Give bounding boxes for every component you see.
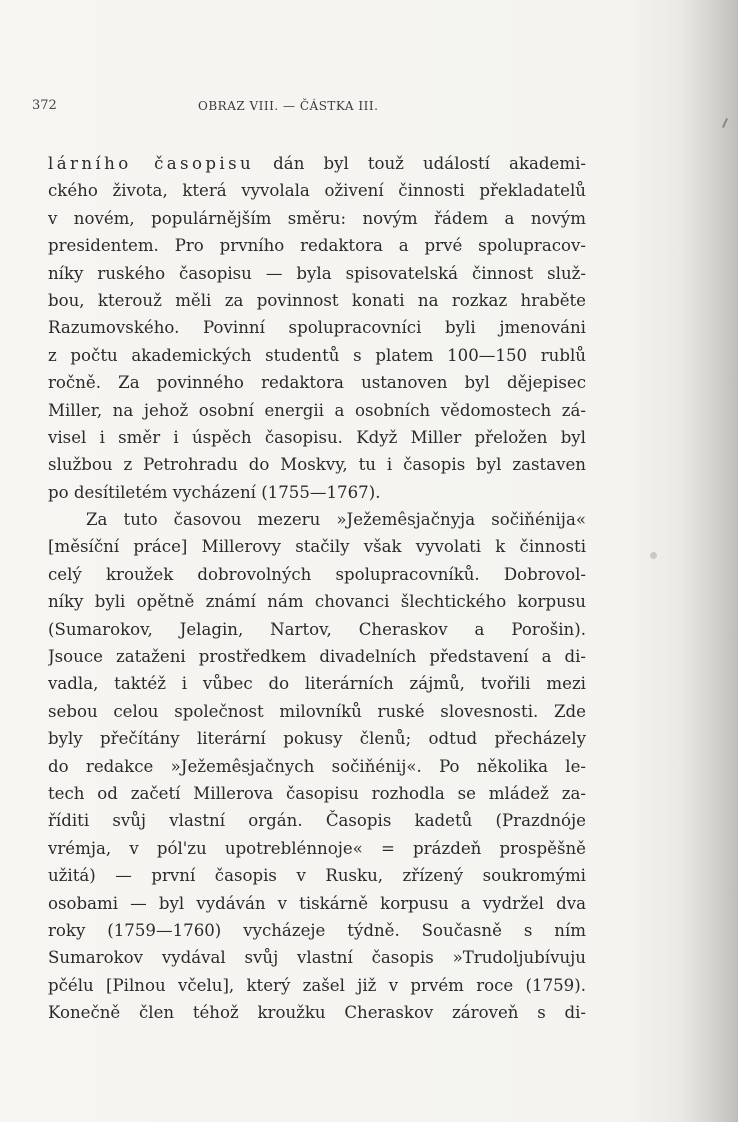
text-line: tech od začetí Millerova časopisu rozhodla se mládež za- bbox=[48, 783, 586, 803]
text-line: Jsouce zataženi prostředkem divadelních představení a di- bbox=[48, 647, 586, 667]
text-line: pčélu [Pilnou včelu], který zašel již v prvém roce (1759). bbox=[48, 975, 586, 995]
text-line: v novém, populárnějším směru: novým řádem a novým bbox=[48, 208, 586, 228]
text-line: vadla, taktéž i vůbec do literárních zájmů, tvořili mezi bbox=[48, 674, 586, 694]
text-line: [měsíční práce] Millerovy stačily však vyvolati k činnosti bbox=[48, 537, 586, 557]
paper-spot bbox=[650, 552, 657, 559]
text-line: Konečně člen téhož kroužku Cheraskov zároveň s di- bbox=[48, 1003, 586, 1023]
text-line: roky (1759—1760) vycházeje týdně. Současně s ním bbox=[48, 920, 586, 940]
page-number: 372 bbox=[32, 98, 57, 113]
text-line: presidentem. Pro prvního redaktora a prvé spolupracov- bbox=[48, 236, 586, 256]
text-line: Za tuto časovou mezeru »Ježemêsjačnyja sočiňénija« bbox=[86, 510, 586, 530]
text-line: říditi svůj vlastní orgán. Časopis kadetů (Prazdnóje bbox=[48, 811, 586, 831]
text-line: osobami — byl vydáván v tiskárně korpusu a vydržel dva bbox=[48, 893, 586, 913]
text-line: Sumarokov vydával svůj vlastní časopis »Trudoljubívuju bbox=[48, 948, 586, 968]
text-line: bou, kterouž měli za povinnost konati na rozkaz hraběte bbox=[48, 290, 586, 310]
text-line: ckého života, která vyvolala oživení činnosti překladatelů bbox=[48, 181, 586, 201]
text-line: sebou celou společnost milovníků ruské slovesnosti. Zde bbox=[48, 701, 586, 721]
running-head: OBRAZ VIII. — ČÁSTKA III. bbox=[198, 99, 379, 113]
spaced-word: lárního časopisu bbox=[48, 154, 255, 173]
binding-shadow bbox=[678, 0, 738, 1122]
text-line: po desítiletém vycházení (1755—1767). bbox=[48, 482, 381, 502]
text-line: ročně. Za povinného redaktora ustanoven byl dějepisec bbox=[48, 373, 586, 393]
page-header bbox=[32, 98, 592, 118]
text-line: do redakce »Ježemêsjačnych sočiňénij«. Po několika le- bbox=[48, 756, 586, 776]
text-line: službou z Petrohradu do Moskvy, tu i časopis byl zastaven bbox=[48, 455, 586, 475]
body-text bbox=[48, 150, 586, 1027]
text-line: (Sumarokov, Jelagin, Nartov, Cheraskov a Porošin). bbox=[48, 619, 586, 639]
text-line: vrémja, v pól'zu upotreblénnoje« = prázdeň prospěšně bbox=[48, 838, 586, 858]
text-line: byly přečítány literární pokusy členů; odtud přecházely bbox=[48, 729, 586, 749]
text-line: Miller, na jehož osobní energii a osobních vědomostech zá- bbox=[48, 400, 586, 420]
text-line: níky ruského časopisu — byla spisovatelská činnost služ- bbox=[48, 263, 586, 283]
text-line: Razumovského. Povinní spolupracovníci byli jmenováni bbox=[48, 318, 586, 338]
text-line: z počtu akademických studentů s platem 100—150 rublů bbox=[48, 345, 586, 365]
text-line: celý kroužek dobrovolných spolupracovníků. Dobrovol- bbox=[48, 564, 586, 584]
text-line: užitá) — první časopis v Rusku, zřízený soukromými bbox=[48, 866, 586, 886]
text-line: níky byli opětně známí nám chovanci šlechtického korpusu bbox=[48, 592, 586, 612]
text-fragment: dán byl touž událostí akademi- bbox=[254, 154, 586, 173]
text-line: visel i směr i úspěch časopisu. Když Miller přeložen byl bbox=[48, 427, 586, 447]
text-line bbox=[48, 150, 586, 177]
